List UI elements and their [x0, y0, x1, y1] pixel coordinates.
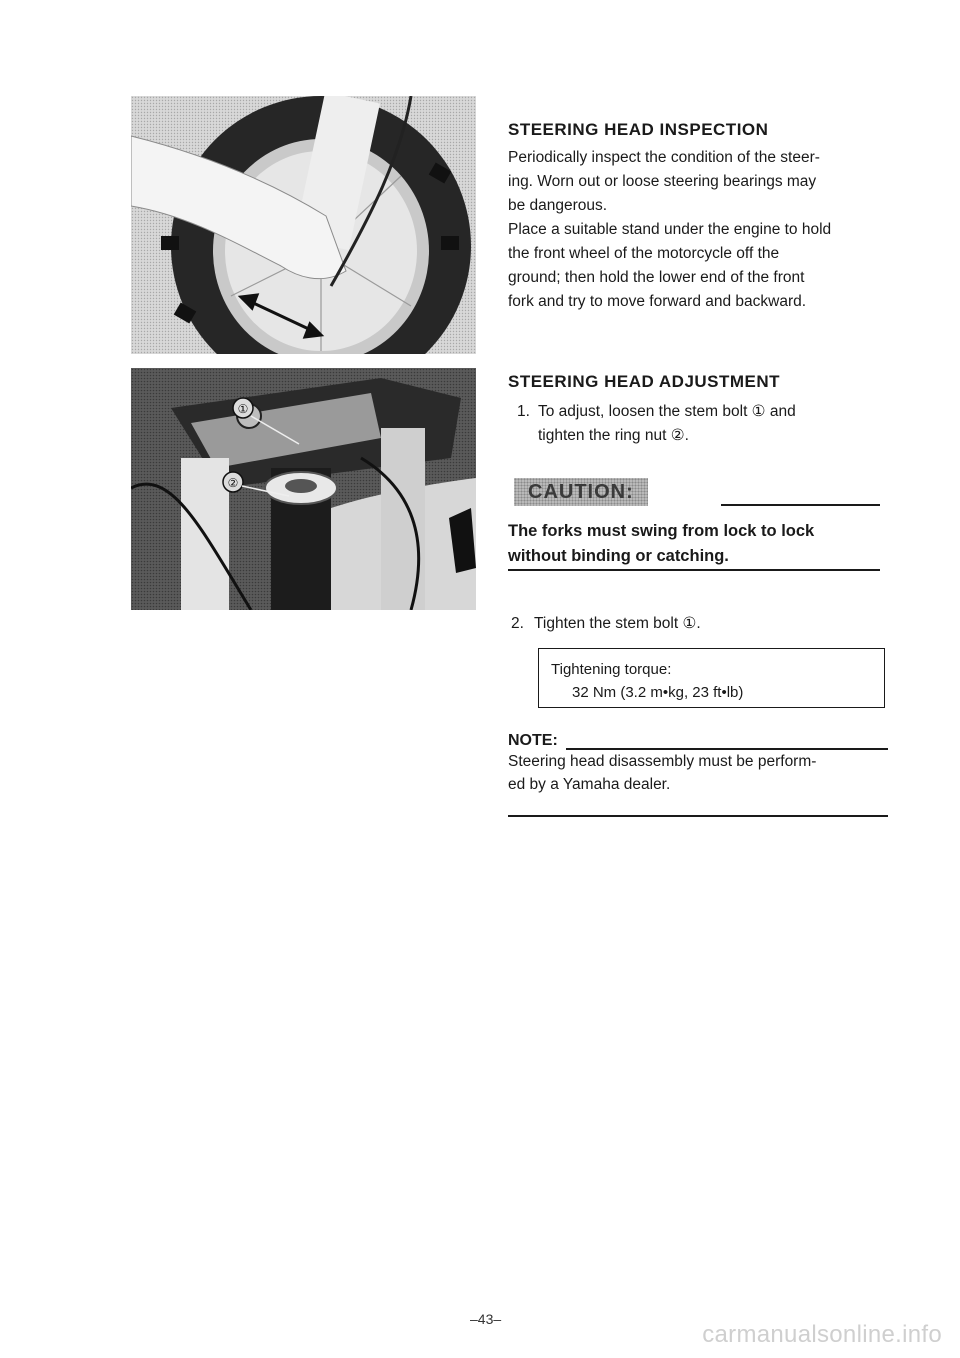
inspection-heading: STEERING HEAD INSPECTION	[508, 120, 769, 139]
step-2-number: 2.	[511, 615, 524, 632]
callout-2-label: ②	[227, 476, 239, 490]
caution-end-rule	[508, 569, 880, 571]
caution-rule	[721, 504, 880, 506]
step-2	[508, 612, 880, 636]
steering-stem-photo	[131, 368, 476, 610]
adjustment-section	[508, 372, 880, 832]
caution-line: The forks must swing from lock to lock	[508, 522, 815, 540]
inspection-line: Periodically inspect the condition of the steer-	[508, 149, 820, 166]
step-1-number: 1.	[517, 403, 530, 420]
inspection-line: the front wheel of the motorcycle off the	[508, 245, 780, 262]
wheel-inspection-photo	[131, 96, 476, 354]
torque-label: Tightening torque:	[551, 661, 672, 678]
step-1-line: To adjust, loosen the stem bolt ① and	[538, 403, 796, 420]
caution-text	[508, 519, 880, 569]
watermark: carmanualsonline.info	[702, 1321, 942, 1348]
adjustment-heading: STEERING HEAD ADJUSTMENT	[508, 372, 781, 391]
torque-value: 32 Nm (3.2 m•kg, 23 ft•lb)	[572, 684, 744, 701]
inspection-line: be dangerous.	[508, 197, 608, 214]
inspection-line: fork and try to move forward and backward.	[508, 293, 807, 310]
step-1-line: tighten the ring nut ②.	[538, 427, 689, 444]
step-1	[508, 400, 880, 448]
step-2-text: Tighten the stem bolt ①.	[534, 615, 701, 632]
note-label: NOTE:	[508, 732, 558, 749]
callout-1-label: ①	[237, 402, 249, 416]
caution-line: without binding or catching.	[508, 547, 729, 565]
inspection-line: Place a suitable stand under the engine to hold	[508, 221, 832, 238]
note-end-rule	[508, 815, 888, 817]
stem-photo-art	[131, 368, 476, 610]
page-number: –43–	[470, 1311, 502, 1327]
inspection-line: ing. Worn out or loose steering bearings may	[508, 173, 817, 190]
note-line: Steering head disassembly must be perform-	[508, 753, 817, 770]
caution-header	[508, 478, 880, 508]
note-line: ed by a Yamaha dealer.	[508, 776, 671, 793]
inspection-section	[508, 120, 880, 314]
inspection-line: ground; then hold the lower end of the front	[508, 269, 805, 286]
torque-spec-box	[538, 648, 885, 708]
wheel-photo-art	[131, 96, 476, 354]
note-text	[508, 750, 883, 796]
caution-label: CAUTION:	[514, 478, 648, 506]
